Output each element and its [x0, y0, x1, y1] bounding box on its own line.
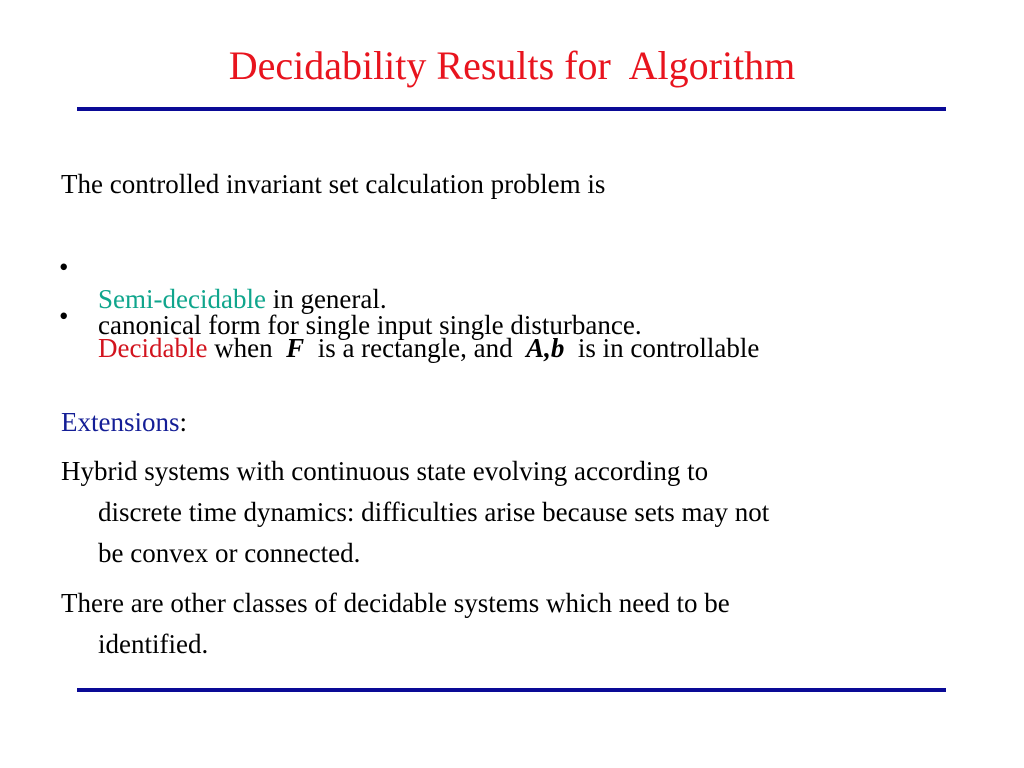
extensions-heading [61, 406, 961, 438]
paragraph-line: Hybrid systems with continuous state evolving according to [61, 456, 709, 486]
decidable-term: Decidable [98, 333, 208, 363]
bullet-marker: • [59, 252, 69, 282]
bottom-divider [77, 688, 946, 692]
extensions-colon: : [179, 407, 188, 437]
bullet-text: when [207, 333, 287, 363]
paragraph-line: There are other classes of decidable systems which need to be [61, 588, 730, 618]
paragraph-line: identified. [98, 629, 209, 659]
slide-title: Decidability Results for Algorithm [228, 43, 796, 88]
semi-decidable-term: Semi-decidable [98, 284, 266, 314]
extensions-label: Extensions [61, 407, 180, 437]
bullet-text: in general. [265, 284, 387, 314]
variable-F: F [286, 333, 305, 363]
bullet-text: is a rectangle, and [304, 333, 527, 363]
variable-Ab: A,b [526, 333, 565, 363]
bullet-text: is in controllable [564, 333, 760, 363]
intro-line: The controlled invariant set calculation problem is [61, 169, 606, 199]
bullet-marker: • [59, 301, 69, 331]
bullet-continuation: canonical form for single input single disturbance. [98, 310, 642, 340]
paragraph-line: discrete time dynamics: difficulties arise because sets may not [98, 497, 770, 527]
paragraph-line: be convex or connected. [98, 538, 361, 568]
top-divider [77, 107, 946, 111]
